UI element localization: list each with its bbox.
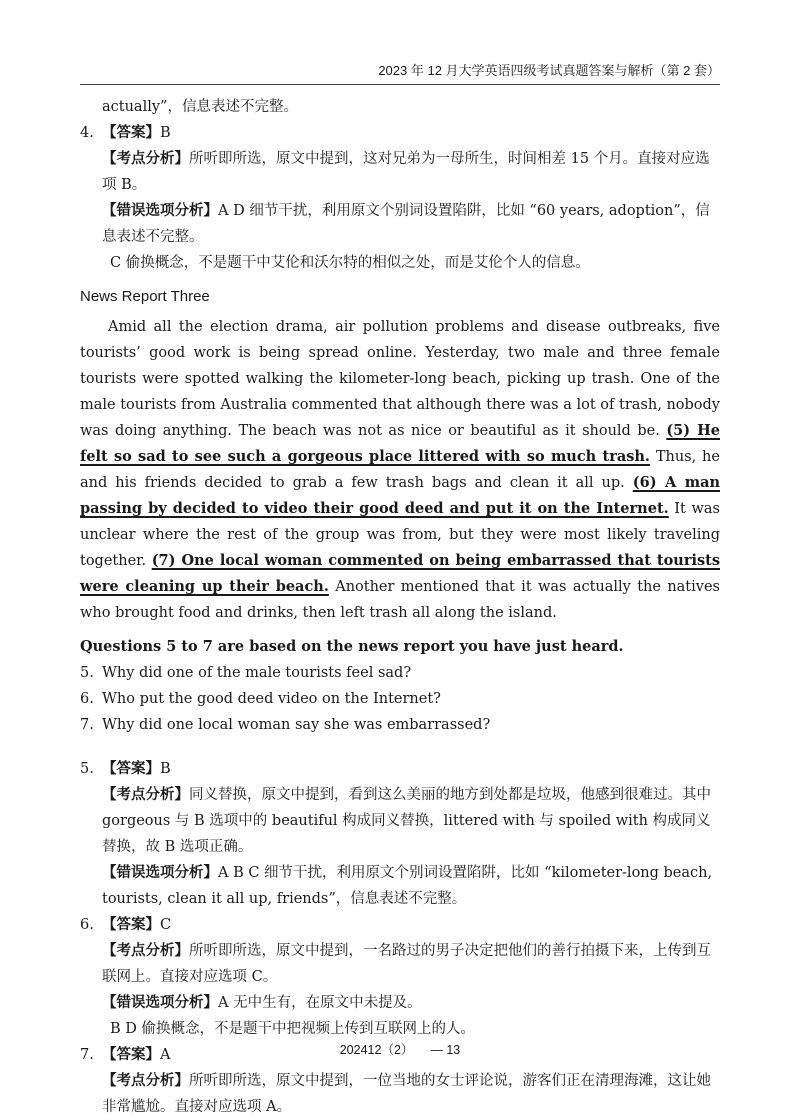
analysis-label: 【考点分析】 <box>102 786 189 803</box>
question-item <box>80 660 720 686</box>
question-list <box>80 660 720 738</box>
passage-sentence-4: Another mentioned that it was actually the natives who brought food and drinks, then left trash all along the island. <box>80 579 720 621</box>
analysis-text: 所听即所选，原文中提到，一位当地的女士评论说，游客们正在清理海滩，这让她非常尴尬。直接对应选项 A。 <box>102 1073 711 1115</box>
wrong-options-label: 【错误选项分析】 <box>102 864 218 881</box>
answer-value: B <box>160 125 171 141</box>
header-title: 2023 年 12 月大学英语四级考试真题答案与解析（第 2 套） <box>378 63 720 78</box>
answer-label: 【答案】 <box>102 1046 160 1063</box>
question-number: 5. <box>80 665 94 681</box>
footer-code: 202412（2） <box>339 1043 414 1057</box>
page-footer <box>0 1040 800 1058</box>
question-item <box>80 686 720 712</box>
page-number: — 13 <box>430 1043 461 1057</box>
analysis-text: 同义替换，原文中提到，看到这么美丽的地方到处都是垃圾，他感到很难过。其中 gorgeous 与 B 选项中的 beautiful 构成同义替换，littered with 与 spoiled with 构成同义替换，故 B 选项正确。 <box>102 787 711 855</box>
analysis-label: 【考点分析】 <box>102 150 189 167</box>
analysis-text: 所听即所选，原文中提到，一名路过的男子决定把他们的善行拍摄下来，上传到互联网上。直接对应选项 C。 <box>102 943 711 985</box>
answer-label: 【答案】 <box>102 760 160 777</box>
question-text: Why did one local woman say she was embarrassed? <box>102 717 491 733</box>
passage-sentence-3: It was unclear where the rest of the group was from, but they were most likely traveling together. <box>80 501 720 569</box>
passage-sentence-2: Thus, he and his friends decided to grab a few trash bags and clean it all up. <box>80 449 720 491</box>
answer-number: 7. <box>80 1047 94 1063</box>
answer-number: 5. <box>80 761 94 777</box>
question-number: 7. <box>80 717 94 733</box>
answer-value: A <box>160 1047 171 1063</box>
answer-block-6 <box>80 912 720 1042</box>
news-passage <box>80 314 720 626</box>
wrong-options-text: A 无中生有，在原文中未提及。 <box>218 995 422 1011</box>
answer-number: 6. <box>80 917 94 933</box>
wrong-options-label: 【错误选项分析】 <box>102 202 218 219</box>
question-number: 6. <box>80 691 94 707</box>
answer-block-5 <box>80 756 720 912</box>
analysis-text: 所听即所选，原文中提到，这对兄弟为一母所生，时间相差 15 个月。直接对应选项 B。 <box>102 151 710 193</box>
wrong-options-text: A D 细节干扰，利用原文个别词设置陷阱，比如 “60 years, adoption”，信息表述不完整。 <box>102 203 710 245</box>
question-item <box>80 712 720 738</box>
key-sentence-5: (5) He felt so sad to see such a gorgeous place littered with so much trash. <box>80 422 720 465</box>
passage-sentence-1: Amid all the election drama, air pollution problems and disease outbreaks, five tourists’ good work is being spread online. Yesterday, two male and three female tourists were spotted walking the kilometer-long beach, picking up trash. One of the male tourists from Australia commented that although there was a lot of trash, nobody was doing anything. The beach was not as nice or beautiful as it should be. <box>80 319 720 439</box>
key-sentence-7: (7) One local woman commented on being embarrassed that tourists were cleaning up their beach. <box>80 552 720 595</box>
wrong-options-label: 【错误选项分析】 <box>102 994 218 1011</box>
continuation-text: actually”，信息表述不完整。 <box>102 99 298 115</box>
key-sentence-6: (6) A man passing by decided to video their good deed and put it on the Internet. <box>80 474 721 517</box>
analysis-label: 【考点分析】 <box>102 1072 189 1089</box>
answer-label: 【答案】 <box>102 916 160 933</box>
answer-number: 4. <box>80 125 94 141</box>
wrong-options-text-2: B D 偷换概念，不是题干中把视频上传到互联网上的人。 <box>110 1021 475 1037</box>
wrong-options-text-2: C 偷换概念，不是题干中艾伦和沃尔特的相似之处，而是艾伦个人的信息。 <box>110 255 590 271</box>
question-text: Who put the good deed video on the Internet? <box>102 691 441 707</box>
running-header <box>80 62 720 85</box>
section-title: News Report Three <box>80 288 210 305</box>
answer-value: C <box>160 917 172 933</box>
answer-value: B <box>160 761 171 777</box>
answer-block-4 <box>80 120 720 276</box>
main-content <box>80 94 720 1120</box>
wrong-options-text: A B C 细节干扰，利用原文个别词设置陷阱，比如 “kilometer-long beach, tourists, clean it all up, friends”，信息表述不完整。 <box>102 865 713 907</box>
questions-heading: Questions 5 to 7 are based on the news report you have just heard. <box>80 638 624 655</box>
analysis-label: 【考点分析】 <box>102 942 189 959</box>
answer-label: 【答案】 <box>102 124 160 141</box>
question-text: Why did one of the male tourists feel sad? <box>102 665 412 681</box>
